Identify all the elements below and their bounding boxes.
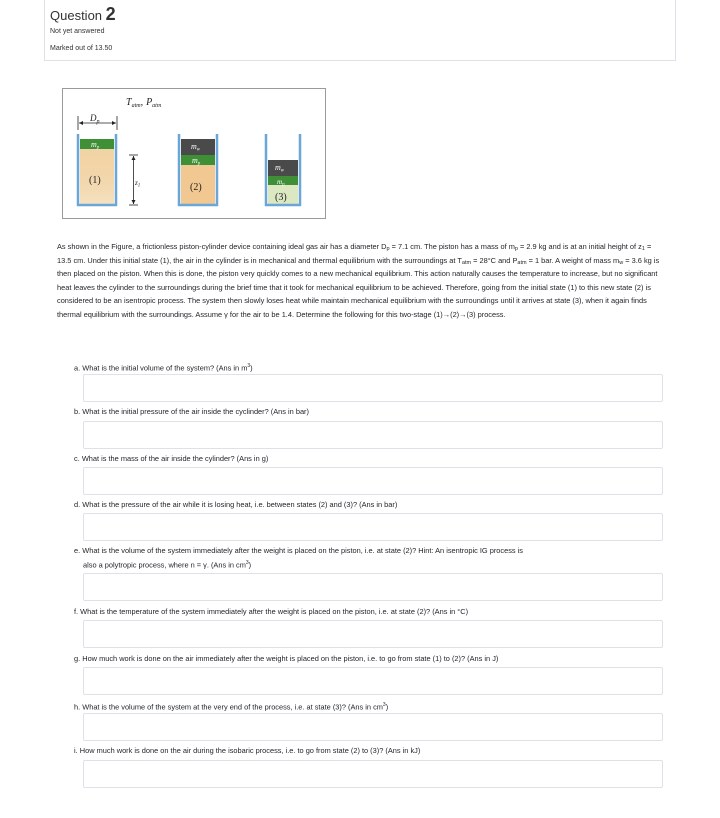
answer-input-g[interactable] <box>83 667 663 695</box>
answer-input-f[interactable] <box>83 620 663 648</box>
answer-input-i[interactable] <box>83 760 663 788</box>
svg-text:mp: mp <box>91 140 100 151</box>
state-1-label: (1) <box>89 175 101 186</box>
question-state: Not yet answered <box>50 28 105 35</box>
question-mark: Marked out of 13.50 <box>50 45 113 52</box>
question-part-g: g. How much work is done on the air immediately after the weight is placed on the piston, i.e. to go from state (1) to (2)? (Ans in J) <box>74 654 499 663</box>
state-3-label: (3) <box>275 192 287 203</box>
question-part-d: d. What is the pressure of the air while it is losing heat, i.e. between states (2) and (3)? (Ans in bar) <box>74 500 398 509</box>
z1-label: $z_1$ <box>135 179 141 189</box>
answer-input-a[interactable] <box>83 374 663 402</box>
question-part-c: c. What is the mass of the air inside the cylinder? (Ans in g) <box>74 454 269 463</box>
svg-text:mw: mw <box>275 163 285 174</box>
question-label: Question <box>50 8 103 23</box>
answer-input-h[interactable] <box>83 713 663 741</box>
dp-label: $D_p$ <box>90 113 100 125</box>
svg-text:mp: $m_p$ <box>277 178 285 188</box>
piston-cylinder-figure <box>62 88 326 219</box>
question-number: 2 <box>105 4 116 24</box>
question-part-i: i. How much work is done on the air during the isobaric process, i.e. to go from state (2) to (3)? (Ans in kJ) <box>74 746 421 755</box>
question-info-box <box>44 0 676 61</box>
answer-input-b[interactable] <box>83 421 663 449</box>
question-part-e: e. What is the volume of the system immediately after the weight is placed on the piston, i.e. at state (2)? Hint: An isentropic IG process is also a polytropic process, where n = γ. (Ans in $cm^3$) <box>74 546 524 570</box>
ambient-label: $T_{atm}$, $P_{atm}$ <box>126 97 162 109</box>
question-part-b: b. What is the initial pressure of the air inside the cyclinder? (Ans in bar) <box>74 407 309 416</box>
question-title <box>50 4 116 25</box>
question-part-f: f. What is the temperature of the system immediately after the weight is placed on the piston, i.e. at state (2)? (Ans in °C) <box>74 607 469 616</box>
problem-statement: As shown in the Figure, a frictionless piston-cylinder device containing ideal gas air has a diameter $D_p = 7.1$ cm. The piston has a mass of $m_p = 2.9$ kg and is at an initial height of $z_1 = 13.5$ cm. Under this initial state (1), the air in the cylinder is in mechanical and thermal equilibrium with the surroundings at $T_{atm} = 28^\circ C$ and $P_{atm} = 1$ bar. A weight of mass $m_w = 3.6$ kg is then placed on the piston. When this is done, the piston very quickly comes to a new mechanical equilibrium. This action naturally causes the temperature to increase, but no significant heat leaves the cylinder to the surroundings during the brief time that it took for mechanical equilibrium to be achieved. Therefore, going from the initial state (1) to this new state (2) is considered to be an isentropic process. The system then slowly loses heat while maintain mechanical equilibrium with the surroundings until it arrives at state (3), when it again finds thermal equilibrium with the surroundings. Assume γ for the air to be 1.4. Determine the following for this two-stage (1)→(2)→(3) process. <box>57 242 660 319</box>
question-part-a: a. What is the initial volume of the system? (Ans in $m^3$) <box>74 363 253 373</box>
answer-input-e[interactable] <box>83 573 663 601</box>
answer-input-d[interactable] <box>83 513 663 541</box>
svg-text:mp: mp <box>192 156 201 167</box>
state-2-label: (2) <box>190 182 202 193</box>
question-part-h: h. What is the volume of the system at the very end of the process, i.e. at state (3)? (Ans in $cm^3$) <box>74 702 389 712</box>
answer-input-c[interactable] <box>83 467 663 495</box>
svg-text:mw: mw <box>191 142 201 153</box>
